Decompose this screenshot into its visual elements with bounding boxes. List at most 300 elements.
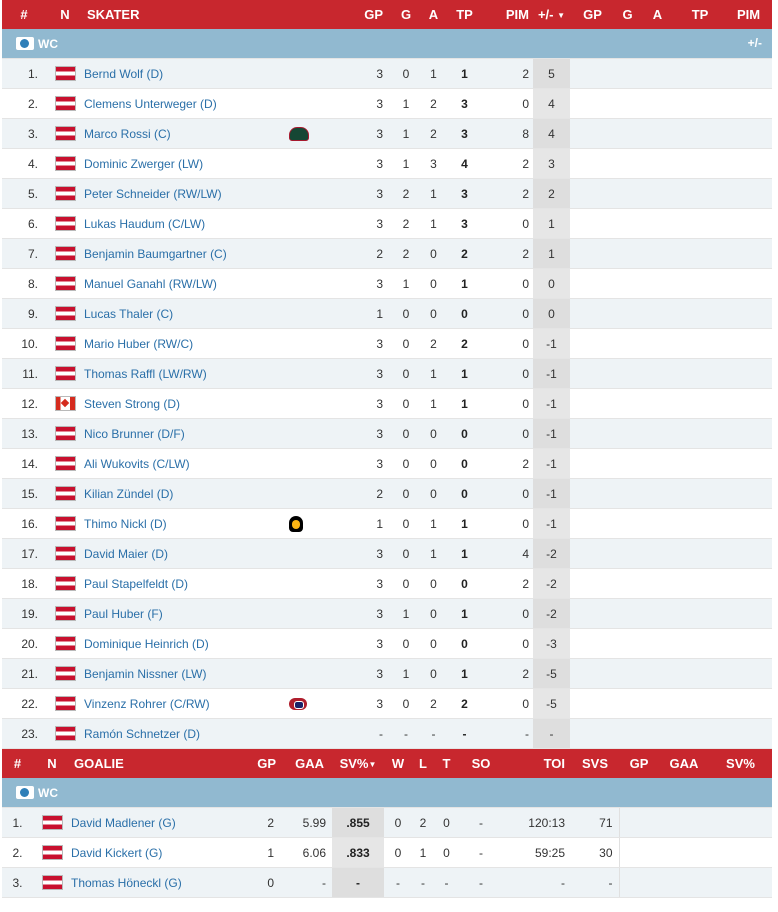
goalie-col-so-header[interactable]: SO (459, 749, 503, 778)
austria-flag-icon[interactable] (55, 96, 76, 111)
a-cell: 0 (421, 299, 446, 329)
playoff-stat-cell (570, 389, 615, 419)
plusminus-cell: -1 (533, 509, 570, 539)
austria-flag-icon[interactable] (55, 516, 76, 531)
nation-cell (46, 119, 84, 149)
playoff-stat-cell (675, 59, 725, 89)
canadiens-icon[interactable] (289, 698, 307, 710)
austria-flag-icon[interactable] (55, 576, 76, 591)
nation-cell (46, 419, 84, 449)
playoff-stat-cell (615, 89, 640, 119)
playoff-stat-cell (675, 179, 725, 209)
col-pim-header[interactable]: PIM (483, 0, 533, 29)
player-link[interactable]: Clemens Unterweger (D) (84, 96, 217, 111)
player-link[interactable]: Bernd Wolf (D) (84, 66, 164, 81)
penguins-icon[interactable] (289, 516, 303, 532)
player-link[interactable]: Ramón Schnetzer (D) (84, 726, 201, 741)
pim-cell: 2 (483, 569, 533, 599)
playoff-stat-cell (615, 239, 640, 269)
playoff-stat-cell (570, 629, 615, 659)
player-link[interactable]: Vinzenz Rohrer (C/RW) (84, 696, 210, 711)
playoff-stat-cell (675, 479, 725, 509)
austria-flag-icon[interactable] (42, 845, 63, 860)
playoff-stat-cell (640, 479, 675, 509)
skater-row (2, 239, 772, 269)
tp-value: 1 (461, 516, 468, 531)
austria-flag-icon[interactable] (55, 126, 76, 141)
playoff-stat-cell (675, 419, 725, 449)
col-g-header[interactable]: G (391, 0, 421, 29)
pim-cell: 0 (483, 89, 533, 119)
a-cell: 1 (421, 179, 446, 209)
skater-row (2, 719, 772, 749)
svp-cell (332, 808, 384, 838)
gp-cell: 3 (339, 149, 391, 179)
playoff-stat-cell (725, 119, 772, 149)
tp-value: 2 (461, 246, 468, 261)
gp-cell: 3 (339, 599, 391, 629)
team-logo-cell (289, 419, 339, 449)
gp-cell: 2 (339, 479, 391, 509)
playoff-stat-cell (725, 719, 772, 749)
gp-cell: 3 (339, 689, 391, 719)
team-logo-cell (289, 59, 339, 89)
plusminus-cell: -1 (533, 449, 570, 479)
player-link[interactable]: Kilian Zündel (D) (84, 486, 174, 501)
player-link[interactable]: Paul Huber (F) (84, 606, 163, 621)
team-logo-cell (289, 689, 339, 719)
team-logo-cell (289, 149, 339, 179)
nation-cell (46, 179, 84, 209)
gp-cell: 2 (339, 239, 391, 269)
col-a-header[interactable]: A (421, 0, 446, 29)
nation-cell (46, 689, 84, 719)
player-link[interactable]: Peter Schneider (RW/LW) (84, 186, 222, 201)
playoff-stat-cell (709, 868, 772, 898)
playoff-stat-cell (675, 299, 725, 329)
col-po-gp-header[interactable]: GP (570, 0, 615, 29)
pim-cell: 0 (483, 599, 533, 629)
col-po-g-header[interactable]: G (615, 0, 640, 29)
playoff-stat-cell (675, 89, 725, 119)
playoff-stat-cell (640, 179, 675, 209)
playoff-stat-cell (615, 59, 640, 89)
g-cell: 1 (391, 89, 421, 119)
playoff-stat-cell (675, 359, 725, 389)
playoff-stat-cell (615, 329, 640, 359)
player-link[interactable]: Lucas Thaler (C) (84, 306, 174, 321)
svp-value: .855 (346, 815, 370, 830)
team-logo-cell (289, 569, 339, 599)
playoff-stat-cell (570, 119, 615, 149)
playoff-stat-cell (570, 149, 615, 179)
plusminus-cell: 4 (533, 89, 570, 119)
g-cell: 0 (391, 539, 421, 569)
w-cell: 0 (384, 838, 412, 868)
skater-row (2, 419, 772, 449)
rank-cell: 4. (2, 149, 46, 179)
playoff-stat-cell (640, 509, 675, 539)
goalie-col-l-header[interactable]: L (412, 749, 434, 778)
player-link[interactable]: Thomas Höneckl (G) (71, 875, 182, 890)
playoff-stat-cell (619, 808, 659, 838)
playoff-stat-cell (675, 629, 725, 659)
austria-flag-icon[interactable] (42, 815, 63, 830)
po-pim-label: PIM (736, 7, 761, 22)
playoff-stat-cell (675, 719, 725, 749)
w-cell: - (384, 868, 412, 898)
l-cell: 2 (412, 808, 434, 838)
goalie-group-cell (2, 778, 772, 808)
tp-value: 4 (461, 156, 468, 171)
austria-flag-icon[interactable] (55, 666, 76, 681)
g-cell: 0 (391, 479, 421, 509)
a-cell: 0 (421, 479, 446, 509)
austria-flag-icon[interactable] (55, 186, 76, 201)
austria-flag-icon[interactable] (42, 875, 63, 890)
playoff-stat-cell (570, 479, 615, 509)
team-logo-cell (289, 269, 339, 299)
goalie-col-po-svp-header[interactable]: SV% (709, 749, 772, 778)
tp-cell (446, 509, 483, 539)
rank-cell: 19. (2, 599, 46, 629)
tp-value: 3 (461, 126, 468, 141)
pim-cell: 0 (483, 419, 533, 449)
austria-flag-icon[interactable] (55, 456, 76, 471)
a-cell: 2 (421, 119, 446, 149)
player-link[interactable]: Thimo Nickl (D) (84, 516, 167, 531)
goalie-col-w-header[interactable]: W (384, 749, 412, 778)
team-logo-cell (289, 89, 339, 119)
goalie-col-toi-header[interactable]: TOI (503, 749, 571, 778)
nation-cell (46, 719, 84, 749)
gp-cell: 3 (339, 569, 391, 599)
nation-cell (46, 599, 84, 629)
goalie-row (2, 868, 772, 898)
tp-cell (446, 359, 483, 389)
g-cell: 0 (391, 389, 421, 419)
goalie-col-t-header[interactable]: T (434, 749, 459, 778)
skater-row (2, 89, 772, 119)
pim-cell: 2 (483, 59, 533, 89)
playoff-stat-cell (570, 269, 615, 299)
player-link[interactable]: David Madlener (G) (71, 815, 176, 830)
playoff-stat-cell (725, 179, 772, 209)
playoff-stat-cell (725, 569, 772, 599)
a-cell: 1 (421, 359, 446, 389)
nation-cell (46, 329, 84, 359)
tp-value: 1 (461, 66, 468, 81)
g-cell: 0 (391, 509, 421, 539)
tp-cell (446, 689, 483, 719)
skater-name-cell (84, 239, 289, 269)
gp-cell: 3 (339, 659, 391, 689)
a-cell: 1 (421, 539, 446, 569)
player-link[interactable]: Thomas Raffl (LW/RW) (84, 366, 207, 381)
playoff-stat-cell (615, 569, 640, 599)
gp-cell: 3 (339, 119, 391, 149)
nation-cell (46, 659, 84, 689)
so-cell: - (459, 838, 503, 868)
tp-cell (446, 59, 483, 89)
player-link[interactable]: Mario Huber (RW/C) (84, 336, 194, 351)
playoff-stat-cell (659, 838, 709, 868)
playoff-stat-cell (615, 179, 640, 209)
skater-row (2, 209, 772, 239)
nation-cell (46, 59, 84, 89)
svp-label: SV% (339, 756, 369, 771)
rank-cell: 2. (2, 89, 46, 119)
austria-flag-icon[interactable] (55, 216, 76, 231)
player-link[interactable]: Marco Rossi (C) (84, 126, 171, 141)
g-cell: 0 (391, 569, 421, 599)
plusminus-cell: -2 (533, 569, 570, 599)
goalie-col-svp-header[interactable] (332, 749, 384, 778)
playoff-stat-cell (570, 509, 615, 539)
col-nation-header[interactable]: N (46, 0, 84, 29)
col-rank-header[interactable]: # (2, 0, 46, 29)
goalie-col-svs-header[interactable]: SVS (571, 749, 619, 778)
pim-cell: 2 (483, 239, 533, 269)
player-link[interactable]: Steven Strong (D) (84, 396, 181, 411)
wild-icon[interactable] (289, 127, 309, 141)
pim-cell: 0 (483, 299, 533, 329)
g-cell: 2 (391, 179, 421, 209)
player-link[interactable]: David Maier (D) (84, 546, 169, 561)
goalie-col-gaa-header[interactable]: GAA (282, 749, 332, 778)
nation-cell (46, 389, 84, 419)
player-link[interactable]: Lukas Haudum (C/LW) (84, 216, 206, 231)
rank-cell: 21. (2, 659, 46, 689)
playoff-stat-cell (570, 719, 615, 749)
g-cell: 0 (391, 449, 421, 479)
playoff-stat-cell (725, 599, 772, 629)
team-logo-cell (289, 239, 339, 269)
gp-cell: 3 (339, 389, 391, 419)
canada-flag-icon[interactable] (55, 396, 76, 411)
playoff-stat-cell (640, 629, 675, 659)
playoff-stat-cell (725, 389, 772, 419)
skater-name-cell (84, 359, 289, 389)
plusminus-cell: -1 (533, 479, 570, 509)
col-plusminus-header[interactable] (533, 0, 570, 29)
austria-flag-icon[interactable] (55, 546, 76, 561)
austria-flag-icon[interactable] (55, 276, 76, 291)
gp-cell: 3 (339, 89, 391, 119)
playoff-stat-cell (640, 59, 675, 89)
tp-cell (446, 299, 483, 329)
austria-flag-icon[interactable] (55, 306, 76, 321)
player-link[interactable]: Ali Wukovits (C/LW) (84, 456, 190, 471)
austria-flag-icon[interactable] (55, 426, 76, 441)
tp-value: 2 (461, 696, 468, 711)
goalie-col-po-gaa-header[interactable]: GAA (659, 749, 709, 778)
pim-cell: 4 (483, 539, 533, 569)
tp-value: 3 (461, 96, 468, 111)
col-tp-header[interactable]: TP (446, 0, 483, 29)
svp-value: .833 (346, 845, 370, 860)
svp-value: - (356, 875, 360, 890)
player-link[interactable]: Benjamin Nissner (LW) (84, 666, 207, 681)
team-logo-cell (289, 209, 339, 239)
gp-cell: 2 (240, 808, 282, 838)
skater-name-cell (84, 89, 289, 119)
pim-cell: 0 (483, 509, 533, 539)
rank-cell: 20. (2, 629, 46, 659)
playoff-stat-cell (675, 149, 725, 179)
plusminus-cell: -1 (533, 419, 570, 449)
rank-cell: 3. (2, 868, 33, 898)
player-link[interactable]: Nico Brunner (D/F) (84, 426, 185, 441)
plusminus-cell: -5 (533, 659, 570, 689)
skater-row (2, 59, 772, 89)
player-link[interactable]: Benjamin Baumgartner (C) (84, 246, 227, 261)
playoff-stat-cell (675, 269, 725, 299)
skater-header-row (2, 0, 772, 29)
playoff-stat-cell (675, 539, 725, 569)
austria-flag-icon[interactable] (55, 486, 76, 501)
playoff-stat-cell (725, 329, 772, 359)
playoff-stat-cell (570, 569, 615, 599)
nation-cell (46, 479, 84, 509)
playoff-stat-cell (615, 479, 640, 509)
svs-cell: - (571, 868, 619, 898)
austria-flag-icon[interactable] (55, 696, 76, 711)
goalie-stats-table (2, 749, 772, 898)
rank-cell: 7. (2, 239, 46, 269)
player-link[interactable]: David Kickert (G) (71, 845, 163, 860)
col-po-a-header[interactable]: A (640, 0, 675, 29)
rank-cell: 1. (2, 808, 33, 838)
playoff-stat-cell (615, 389, 640, 419)
goalie-col-rank-header[interactable]: # (2, 749, 33, 778)
playoff-stat-cell (709, 808, 772, 838)
g-cell: 2 (391, 209, 421, 239)
pim-cell: 0 (483, 209, 533, 239)
gp-cell: 3 (339, 209, 391, 239)
goalie-col-po-gp-header[interactable]: GP (619, 749, 659, 778)
rank-cell: 13. (2, 419, 46, 449)
col-skater-header[interactable]: SKATER (84, 0, 289, 29)
austria-flag-icon[interactable] (55, 246, 76, 261)
playoff-stat-cell (675, 659, 725, 689)
tp-cell (446, 449, 483, 479)
playoff-stat-cell (725, 359, 772, 389)
a-cell: 2 (421, 89, 446, 119)
goalie-row (2, 808, 772, 838)
plusminus-cell: -1 (533, 359, 570, 389)
plusminus-cell: 3 (533, 149, 570, 179)
playoff-stat-cell (640, 209, 675, 239)
skater-row (2, 599, 772, 629)
tp-value: 0 (461, 636, 468, 651)
player-link[interactable]: Dominic Zwerger (LW) (84, 156, 204, 171)
skater-row (2, 539, 772, 569)
a-cell: 2 (421, 329, 446, 359)
playoff-stat-cell (725, 239, 772, 269)
austria-flag-icon[interactable] (55, 366, 76, 381)
goalie-col-nation-header[interactable]: N (33, 749, 71, 778)
skater-group-cell (2, 29, 772, 59)
skater-group-row (2, 29, 772, 59)
tp-value: 1 (461, 606, 468, 621)
playoff-stat-cell (640, 119, 675, 149)
skater-name-cell (84, 599, 289, 629)
player-link[interactable]: Paul Stapelfeldt (D) (84, 576, 189, 591)
col-po-pim-header[interactable] (725, 0, 772, 29)
a-cell: 2 (421, 689, 446, 719)
rank-cell: 8. (2, 269, 46, 299)
l-cell: 1 (412, 838, 434, 868)
austria-flag-icon[interactable] (55, 636, 76, 651)
playoff-stat-cell (675, 509, 725, 539)
col-po-tp-header[interactable]: TP (675, 0, 725, 29)
playoff-stat-cell (640, 599, 675, 629)
player-link[interactable]: Dominique Heinrich (D) (84, 636, 209, 651)
toi-cell: 59:25 (503, 838, 571, 868)
col-gp-header[interactable]: GP (339, 0, 391, 29)
nation-cell (46, 569, 84, 599)
tp-value: 1 (461, 366, 468, 381)
goalie-group-row (2, 778, 772, 808)
league-logo-icon (16, 37, 34, 50)
austria-flag-icon[interactable] (55, 66, 76, 81)
playoff-stat-cell (615, 689, 640, 719)
tp-value: 3 (461, 186, 468, 201)
playoff-stat-cell (615, 269, 640, 299)
plusminus-cell: - (533, 719, 570, 749)
a-cell: 1 (421, 209, 446, 239)
tp-value: 2 (461, 336, 468, 351)
austria-flag-icon[interactable] (55, 606, 76, 621)
pim-cell: - (483, 719, 533, 749)
plusminus-cell: 1 (533, 239, 570, 269)
team-logo-cell (289, 479, 339, 509)
tp-cell (446, 599, 483, 629)
g-cell: 1 (391, 119, 421, 149)
tp-value: - (462, 726, 467, 741)
gp-cell: 3 (339, 359, 391, 389)
playoff-stat-cell (640, 569, 675, 599)
g-cell: - (391, 719, 421, 749)
player-link[interactable]: Manuel Ganahl (RW/LW) (84, 276, 217, 291)
pim-cell: 2 (483, 179, 533, 209)
tp-cell (446, 719, 483, 749)
austria-flag-icon[interactable] (55, 156, 76, 171)
goalie-col-gp-header[interactable]: GP (240, 749, 282, 778)
plusminus-cell: 5 (533, 59, 570, 89)
playoff-stat-cell (570, 89, 615, 119)
svp-cell (332, 868, 384, 898)
playoff-stat-cell (640, 239, 675, 269)
goalie-group-label: WC (38, 785, 58, 800)
playoff-stat-cell (615, 659, 640, 689)
tp-cell (446, 539, 483, 569)
rank-cell: 3. (2, 119, 46, 149)
goalie-name-cell (71, 868, 240, 898)
toi-cell: 120:13 (503, 808, 571, 838)
playoff-stat-cell (640, 359, 675, 389)
austria-flag-icon[interactable] (55, 336, 76, 351)
a-cell: 1 (421, 389, 446, 419)
rank-cell: 10. (2, 329, 46, 359)
goalie-col-name-header[interactable]: GOALIE (71, 749, 240, 778)
tp-cell (446, 179, 483, 209)
a-cell: 0 (421, 269, 446, 299)
g-cell: 1 (391, 149, 421, 179)
austria-flag-icon[interactable] (55, 726, 76, 741)
gaa-cell: - (282, 868, 332, 898)
